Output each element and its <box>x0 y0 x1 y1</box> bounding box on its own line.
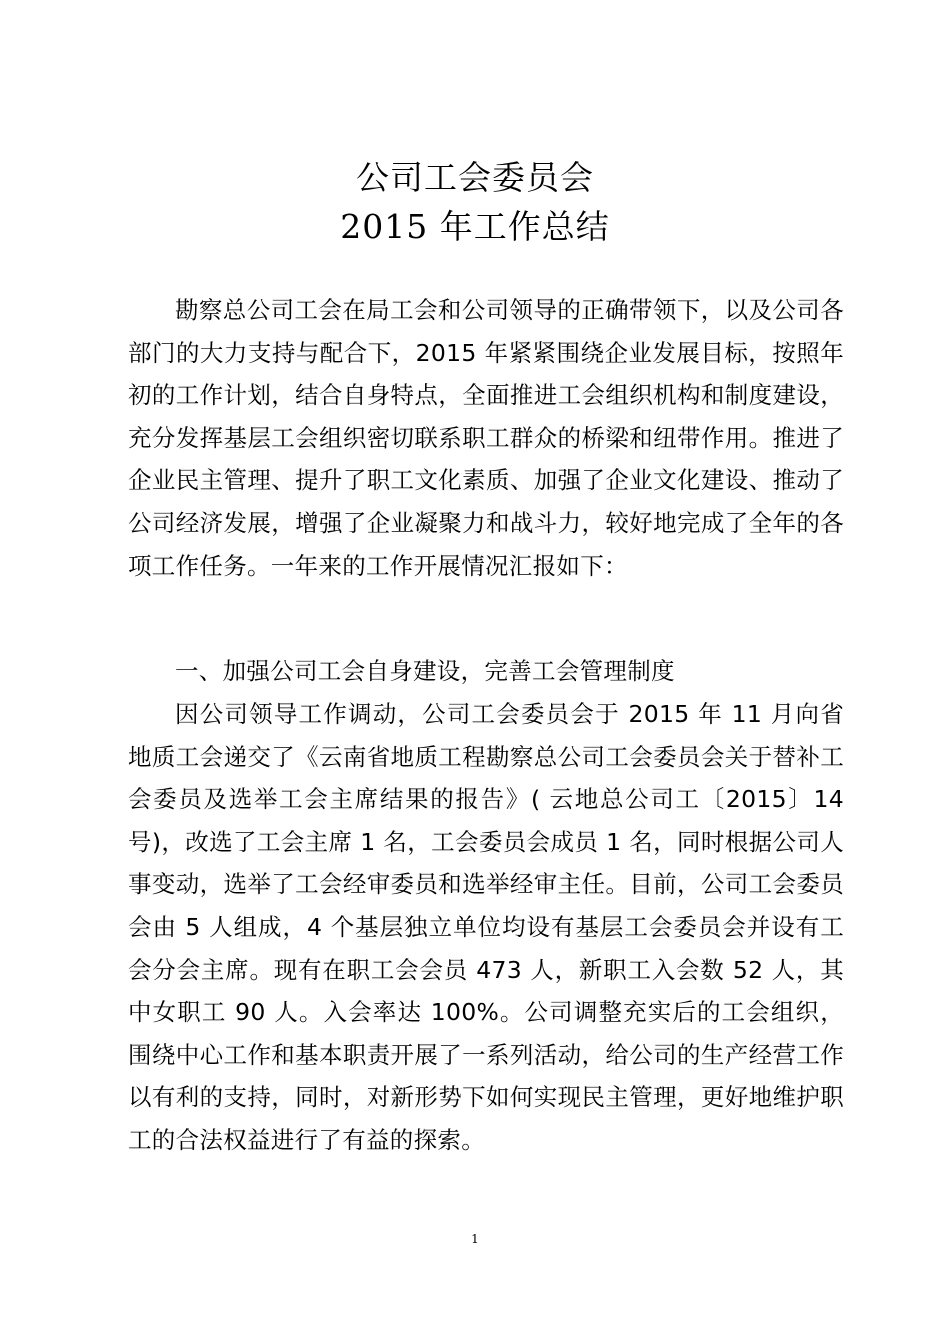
document-title-line2: 2015 年工作总结 <box>340 207 610 246</box>
section-heading-1: 一、加强公司工会自身建设，完善工会管理制度 <box>175 657 675 685</box>
document-title-line1: 公司工会委员会 <box>356 158 594 197</box>
paragraph-section1: 因公司领导工作调动，公司工会委员会于 2015 年 11 月向省地质工会递交了《云南省地质工程勘察总公司工会委员会关于替补工会委员及选举工会主席结果的报告》( 云地总公司工〔2015〕14 号)，改选了工会主席 1 名，工会委员会成员 1 名，同时根据公司人事变动，选举了工会经审委员和选举经审主任。目前，公司工会委员会由 5 人组成，4 个基层独立单位均设有基层工会委员会并设有工会分会主席。现有在职工会会员 473 人，新职工入会数 52 人，其中女职工 90 人。入会率达 100%。公司调整充实后的工会组织，围绕中心工作和基本职责开展了一系列活动，给公司的生产经营工作以有利的支持，同时，对新形势下如何实现民主管理，更好地维护职工的合法权益进行了有益的探索。 <box>128 700 844 1154</box>
page-number: 1 <box>471 1232 479 1246</box>
paragraph-intro: 勘察总公司工会在局工会和公司领导的正确带领下，以及公司各部门的大力支持与配合下，2015 年紧紧围绕企业发展目标，按照年初的工作计划，结合自身特点，全面推进工会组织机构和制度建设，充分发挥基层工会组织密切联系职工群众的桥梁和纽带作用。推进了企业民主管理、提升了职工文化素质、加强了企业文化建设、推动了公司经济发展，增强了企业凝聚力和战斗力，较好地完成了全年的各项工作任务。一年来的工作开展情况汇报如下： <box>128 296 844 580</box>
